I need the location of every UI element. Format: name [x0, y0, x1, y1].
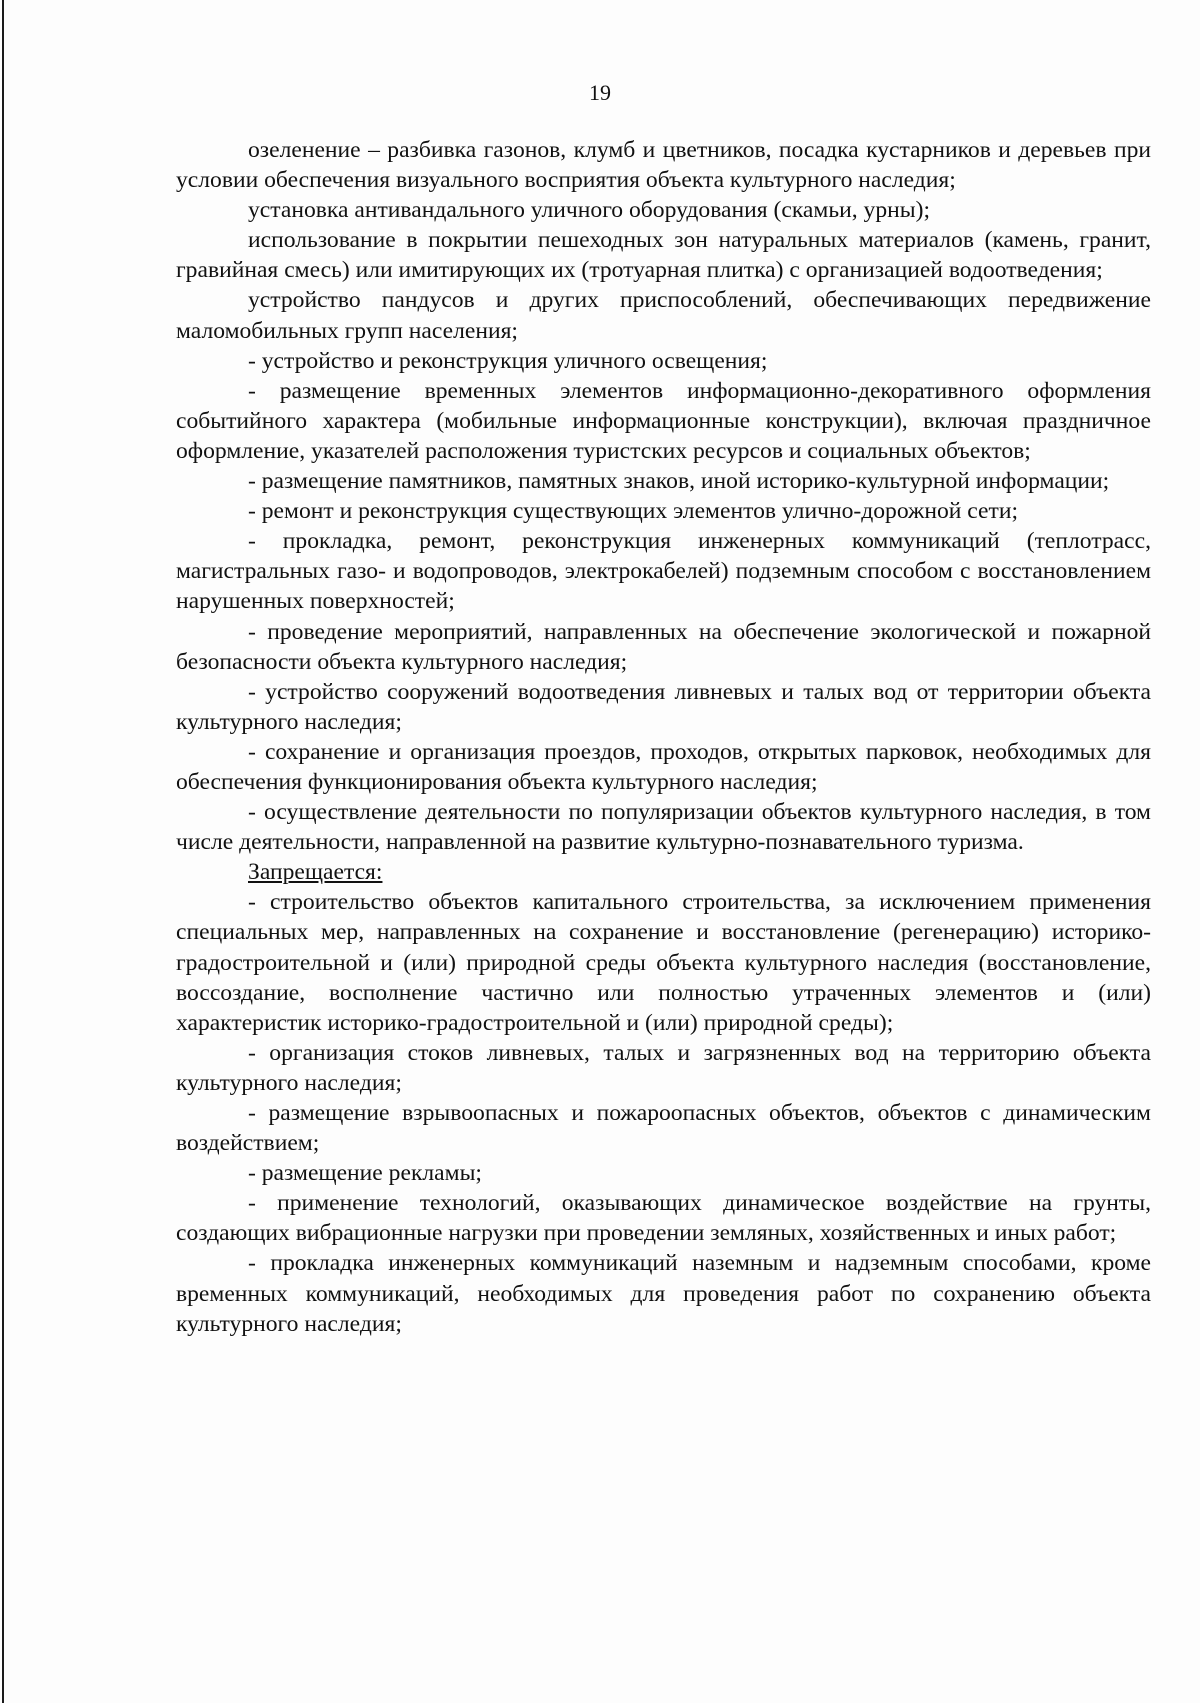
prohibited-heading-text: Запрещается: — [248, 859, 383, 886]
prohibited-item-runoff: - организация стоков ливневых, талых и загрязненных вод на территорию объекта культурного наследия; — [176, 1039, 1151, 1096]
paragraph-monuments: - размещение памятников, памятных знаков, иной историко-культурной информации; — [248, 468, 1110, 495]
page-number: 19 — [589, 80, 611, 105]
prohibited-item-hazardous: - размещение взрывоопасных и пожароопасных объектов, объектов с динамическим воздействием; — [176, 1100, 1151, 1157]
paragraph-ramps: устройство пандусов и других приспособлений, обеспечивающих передвижение маломобильных групп населения; — [176, 287, 1151, 344]
prohibited-item-utilities-aboveground: - прокладка инженерных коммуникаций наземным и надземным способами, кроме временных коммуникаций, необходимых для проведения работ по сохранению объекта культурного наследия; — [176, 1250, 1151, 1337]
paragraph-tourism: - осуществление деятельности по популяризации объектов культурного наследия, в том числе деятельности, направленной на развитие культурно-познавательного туризма. — [176, 799, 1151, 856]
document-body — [176, 135, 1151, 1339]
paragraph-street-equipment: установка антивандального уличного оборудования (скамьи, урны); — [248, 197, 931, 224]
paragraph-safety-measures: - проведение мероприятий, направленных на обеспечение экологической и пожарной безопасности объекта культурного наследия; — [176, 618, 1151, 675]
prohibited-heading — [176, 857, 1151, 887]
paragraph-street-lighting: - устройство и реконструкция уличного освещения; — [248, 347, 768, 374]
prohibited-item-vibration: - применение технологий, оказывающих динамическое воздействие на грунты, создающих вибрационные нагрузки при проведении земляных, хозяйственных и иных работ; — [176, 1190, 1151, 1247]
paragraph-landscaping: озеленение – разбивка газонов, клумб и цветников, посадка кустарников и деревьев при условии обеспечения визуального восприятия объекта культурного наследия; — [176, 137, 1151, 194]
paragraph-drainage: - устройство сооружений водоотведения ливневых и талых вод от территории объекта культурного наследия; — [176, 678, 1151, 735]
prohibited-item-advertising: - размещение рекламы; — [248, 1160, 482, 1187]
paragraph-utilities-underground: - прокладка, ремонт, реконструкция инженерных коммуникаций (теплотрасс, магистральных газо- и водопроводов, электрокабелей) подземным способом с восстановлением нарушенных поверхностей; — [176, 528, 1151, 615]
paragraph-pedestrian-materials: использование в покрытии пешеходных зон натуральных материалов (камень, гранит, гравийная смесь) или имитирующих их (тротуарная плитка) с организацией водоотведения; — [176, 227, 1151, 284]
paragraph-temporary-elements: - размещение временных элементов информационно-декоративного оформления событийного характера (мобильные информационные конструкции), включая праздничное оформление, указателей расположения туристских ресурсов и социальных объектов; — [176, 377, 1151, 464]
page-edge-line — [2, 0, 4, 1703]
paragraph-road-repair: - ремонт и реконструкция существующих элементов улично-дорожной сети; — [248, 498, 1018, 525]
prohibited-item-construction: - строительство объектов капитального строительства, за исключением применения специальных мер, направленных на сохранение и восстановление (регенерацию) историко-градостроительной и (или) природной среды объекта культурного наследия (восстановление, воссоздание, восполнение частично или полностью утраченных элементов и (или) характеристик историко-градостроительной и (или) природной среды); — [176, 889, 1151, 1036]
paragraph-parking: - сохранение и организация проездов, проходов, открытых парковок, необходимых для обеспечения функционирования объекта культурного наследия; — [176, 738, 1151, 795]
